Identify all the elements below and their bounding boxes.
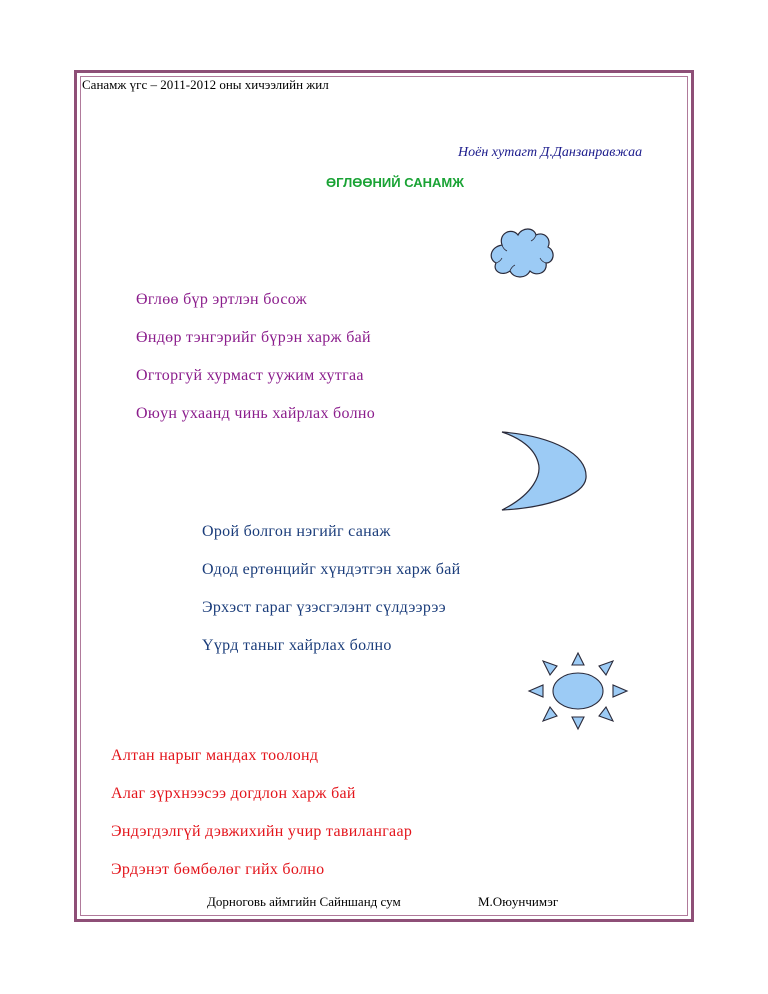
- poem-line: Алаг зүрхнээсээ догдлон харж бай: [111, 785, 356, 802]
- poem-stanza-2: [202, 522, 460, 674]
- poem-line: Өглөө бүр эртлэн босож: [136, 291, 307, 308]
- poem-line: Өндөр тэнгэрийг бүрэн харж бай: [136, 329, 371, 346]
- footer-name: М.Оюунчимэг: [478, 894, 559, 909]
- poem-line: Эндэгдэлгүй дэвжихийн учир тавилангаар: [111, 823, 413, 840]
- footer-place: Дорноговь аймгийн Сайншанд сум: [207, 894, 401, 909]
- cloud-icon: [488, 225, 558, 281]
- moon-icon: [500, 430, 590, 512]
- poem-stanza-1: [136, 290, 375, 442]
- poem-line: Эрхэст гараг үзэсгэлэнт сүлдээрээ: [202, 599, 446, 616]
- author-name: Ноён хутагт Д.Данзанравжаа: [458, 145, 643, 160]
- header-text: Санамж үгс – 2011-2012 оны хичээлийн жил: [82, 77, 329, 92]
- poem-line: Эрдэнэт бөмбөлөг гийх болно: [111, 861, 325, 878]
- poem-stanza-3: [111, 746, 412, 898]
- poem-line: Алтан нарыг мандах тоолонд: [111, 747, 319, 764]
- poem-line: Оюун ухаанд чинь хайрлах болно: [136, 405, 376, 422]
- poem-line: Огторгуй хурмаст уужим хутгаа: [136, 367, 364, 384]
- poem-line: Орой болгон нэгийг санаж: [202, 523, 391, 540]
- page-title: ӨГЛӨӨНИЙ САНАМЖ: [326, 175, 464, 190]
- poem-line: Үүрд таныг хайрлах болно: [202, 637, 392, 654]
- sun-icon: [527, 651, 629, 731]
- poem-line: Одод ертөнцийг хүндэтгэн харж бай: [202, 561, 461, 578]
